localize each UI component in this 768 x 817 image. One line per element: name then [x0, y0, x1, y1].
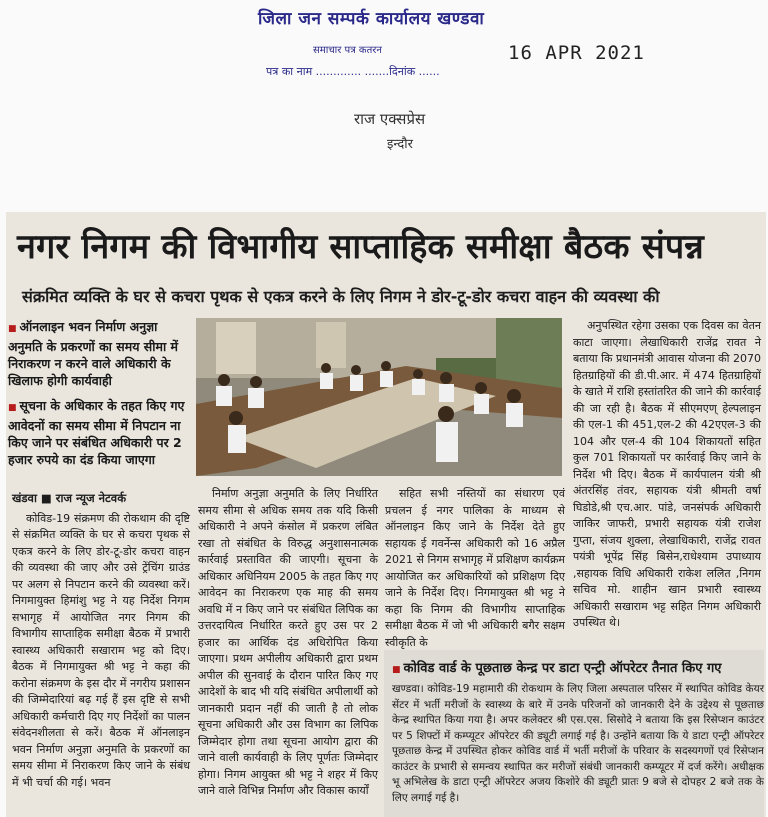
newspaper-city: इन्दौर	[387, 137, 413, 152]
stamp-office-name: जिला जन सम्पर्क कार्यालय खण्डवा	[258, 9, 485, 29]
article-column-2	[198, 486, 378, 802]
newspaper-masthead: राज एक्सप्रेस	[354, 110, 426, 128]
byline: खंडवा ■ राज न्यूज नेटवर्क	[12, 491, 127, 505]
highlight-bullets	[8, 318, 188, 476]
article-text: कोविड-19 संक्रमण की रोकथाम की दृष्टि से संक्रमित व्यक्ति के घर से कचरा पृथक से एकत्र करने के लिए डोर-टू-डोर कचरा वाहन की व्यवस्था की जाए और उसे ट्रेंचिंग ग्राउंड पर अलग से निपटान करने की व्यवस्था करें। निगमायुक्त हिमांशु भट्ट ने यह निर्देश निगम सभागृह में आयोजित नगर निगम की विभागीय साप्ताहिक समीक्षा बैठक में प्रभारी स्वास्थ्य अधिकारी सखाराम भट्ट को दिए। बैठक में निगमायुक्त श्री भट्ट ने कहा की करोना संक्रमण के इस दौर में नगरीय प्रशासन की जिम्मेदारियां बढ़ गई हैं इस दृष्टि से सभी अधिकारी कर्मचारी दिए गए निर्देशों का पालन संवेदनशीलता से करें। बैठक में ऑनलाइन भवन निर्माण अनुज्ञा अनुमति के प्रकरणों का समय सीमा में निराकरण किए जाने के संबंध में भी चर्चा की गई। भवन	[12, 511, 190, 789]
bullet-item: ■ सूचना के अधिकार के तहत किए गए आवेदनों का समय सीमा में निपटान ना किए जाने पर संबंधित अधिकारी पर 2 हजार रुपये का दंड किया जाएगा	[8, 397, 188, 468]
article-text: अनुपस्थित रहेगा उसका एक दिवस का वेतन काटा जाएगा। लेखाधिकारी राजेंद्र रावत ने बताया कि प्रधानमंत्री आवास योजना की 2070 हितग्राहियों की डी.पी.आर. में 474 हितग्राहियों के खाते में राशि हस्तांतरित की जाने की कार्रवाई की जा रही है। बैठक में सीएमएण् हेल्पलाइन की एल-1 की 451,एल-2 की 42एएल-3 की 104 और एल-4 की 104 शिकायतों सहित कुल 701 शिकायतों पर कार्रवाई किए जाने के निर्देश भी दिए। बैठक में कार्यपालन यंत्री श्री अंतरसिंह तंवर, सहायक यंत्री श्रीमती वर्षा घिडोडे,श्री एच.आर. पांडे, जनसंपर्क अधिकारी जाकिर जाफरी, प्रभारी सहायक यंत्री राजेश गुप्ता, संजय शुक्ला, लेखाधिकारी, राजेंद्र रावत पयंत्री भूपेंद्र सिंह बिसेन,राधेश्याम उपाध्याय ,सहायक विधि अधिकारी राकेश ललित ,निगम सचिव मो. शाहीन खान प्रभारी स्वास्थ्य अधिकारी सखाराम भट्ट सहित निगम अधिकारी उपस्थित थे।	[573, 319, 761, 629]
bullet-item: ■ ऑनलाइन भवन निर्माण अनुज्ञा अनुमति के प्रकरणों का समय सीमा में निराकरण न करने वाले अधिकारी के खिलाफ होगी कार्यवाही	[8, 318, 188, 389]
article-column-1	[12, 490, 190, 791]
article-column-4	[573, 318, 761, 634]
meeting-photo	[196, 318, 562, 476]
article-text: निर्माण अनुज्ञा अनुमति के लिए निर्धारित समय सीमा से अधिक समय तक यदि किसी अधिकारी ने अपने कंसोल में प्रकरण लंबित रखा तो संबंधित के विरुद्ध अनुशासनात्मक कार्रवाई प्रस्तावित की जाएगी। सूचना के अधिकार अधिनियम 2005 के तहत किए गए आवेदन का निराकरण एक माह की समय अवधि में न किए जाने पर संबंधित लिपिक का उत्तरदायित्व निर्धारित करते हुए उस पर 2 हजार का आर्थिक दंड अधिरोपित किया जाएगा। प्रथम अपीलीय अधिकारी द्वारा प्रथम अपील की सुनवाई के दौरान पारित किए गए आदेशों के बाद भी यदि संबंधित अपीलार्थी को जानकारी प्रदान नहीं की जाती है तो लोक सूचना अधिकारी और उस विभाग का लिपिक जिम्मेदार होगा तथा सूचना आयोग द्वारा की जाने वाली कार्यवाही के लिए पूर्णतः जिम्मेदार होगा। निगम आयुक्त श्री भट्ट ने शहर में किए जाने वाले विभिन्न निर्माण और विकास कार्यों	[198, 487, 378, 797]
meeting-photo-illustration	[196, 318, 562, 476]
side-news-title: ■ कोविड वार्ड के पूछताछ केन्द्र पर डाटा एन्ट्री ऑपरेटर तैनात किए गए	[392, 658, 762, 676]
headline: नगर निगम की विभागीय साप्ताहिक समीक्षा बैठक संपन्न	[17, 227, 705, 267]
stamp-date: 16 APR 2021	[508, 42, 645, 64]
article-text: सहित सभी नस्तियों का संधारण एवं प्रचलन ई नगर पालिका के माध्यम से ऑनलाइन किए जाने के निर्देश देते हुए सहायक ई गवर्नेन्स अधिकारी को 16 अप्रैल 2021 से निगम सभागृह में प्रशिक्षण कार्यक्रम आयोजित कर अधिकारियों को प्रशिक्षण दिए जाने के निर्देश दिए। निगमायुक्त श्री भट्ट ने कहा कि निगम की विभागीय साप्ताहिक समीक्षा बैठक में जो भी अधिकारी बगैर सक्षम स्वीकृति के	[385, 487, 565, 649]
stamp-name-line: पत्र का नाम ............. .......दिनांक ......	[266, 65, 440, 78]
side-news-text: खण्डवा। कोविड-19 महामारी की रोकथाम के लिए जिला अस्पताल परिसर में स्थापित कोविड केयर सेंटर में भर्ती मरीजों के स्वास्थ्य के बारे में उनके परिजनों को जानकारी देने के उद्देश्य से पूछताछ केन्द्र स्थापित किया गया है। अपर कलेक्टर श्री एस.एस. सिसोदे ने बताया कि इस रिसेप्शन काउंटर पर 5 शिफ्टों में कम्प्यूटर ऑपरेटर की ड्यूटी लगाई गई है। उन्होंने बताया कि ये डाटा एन्ट्री ऑपरेटर पूछताछ केन्द्र में उपस्थित होकर कोविड वार्ड में भर्ती मरीजों के परिवार के सदस्यगणों एवं रिसेप्शन काउंटर के प्रभारी से समन्वय स्थापित कर मरीजों संबंधी जानकारी कम्प्यूटर में दर्ज करेंगे। अधीक्षक भू अभिलेख के डाटा एन्ट्री ऑपरेटर अजय किशोरे की ड्यूटी प्रातः 9 बजे से दोपहर 2 बजे तक के लिए लगाई गई है।	[392, 683, 764, 804]
stamp-paper-label: समाचार पत्र कतरन	[313, 45, 382, 56]
subheadline: संक्रमित व्यक्ति के घर से कचरा पृथक से एकत्र करने के लिए निगम ने डोर-टू-डोर कचरा वाहन की व्यवस्था की	[22, 287, 660, 306]
article-column-3	[385, 486, 565, 653]
